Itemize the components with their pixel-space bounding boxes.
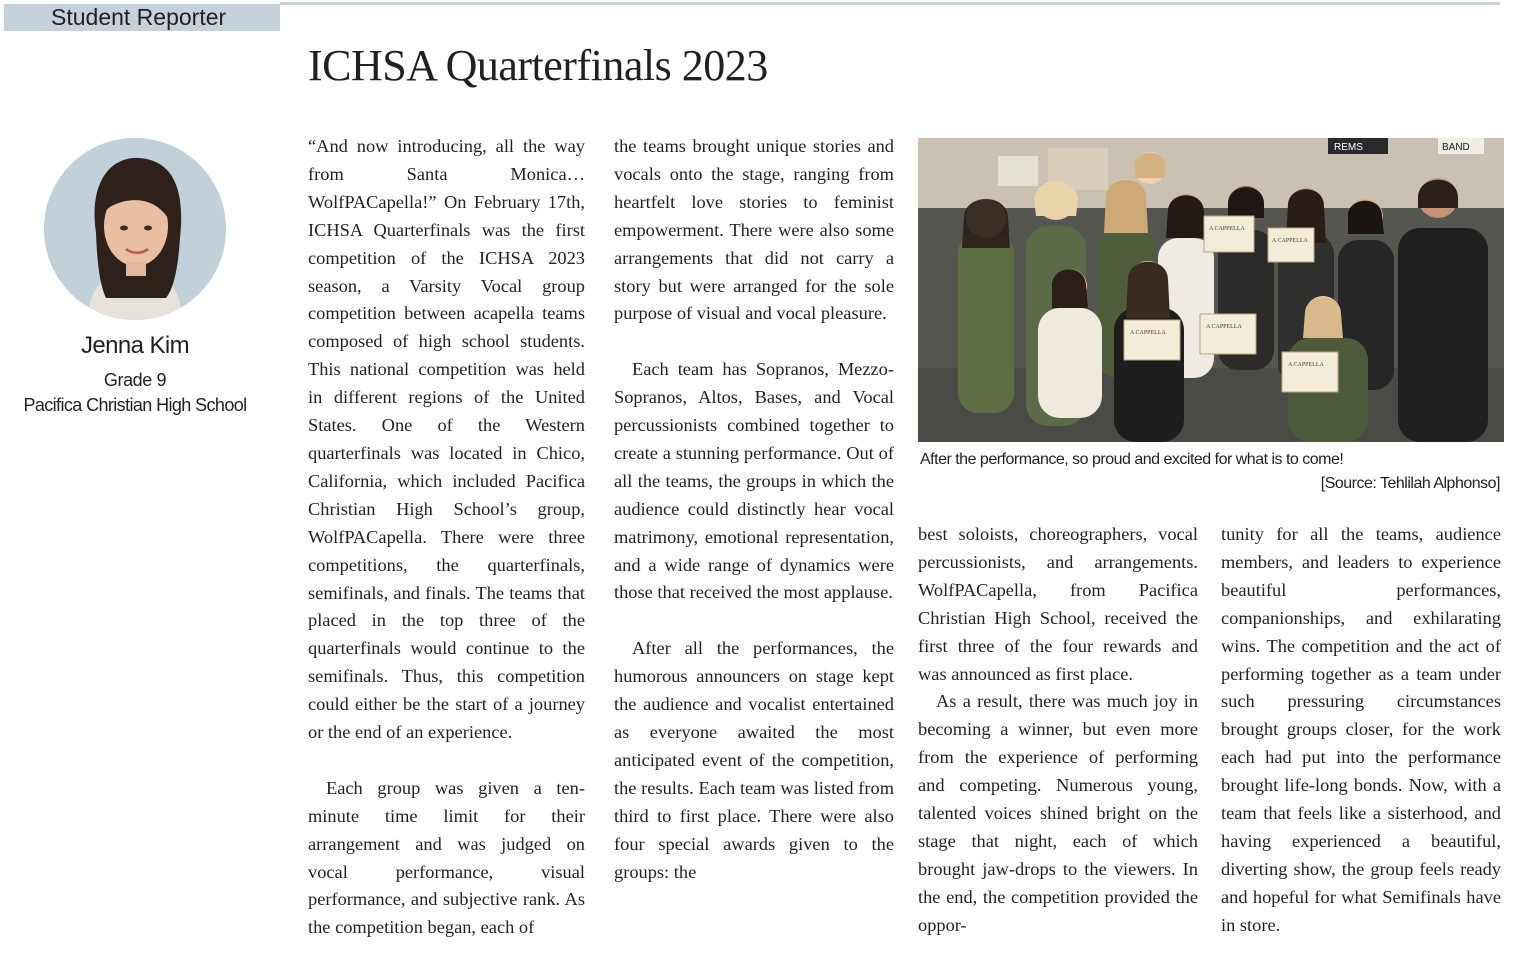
sign-right: BAND xyxy=(1442,142,1470,153)
svg-text:A CAPPELLA: A CAPPELLA xyxy=(1130,330,1166,336)
svg-text:A CAPPELLA: A CAPPELLA xyxy=(1209,226,1245,232)
paragraph: Each team has Sopranos, Mezzo-Sopranos, Altos, Bases, and Vocal percussionists combined together to create a stunning performance. Out of all the teams, the groups in which the audience could distinctly hear vocal matrimony, emotional representation, and a wide range of dynamics were those that received the most applause. xyxy=(614,359,894,603)
group-photo xyxy=(918,138,1504,442)
section-label: Student Reporter xyxy=(4,4,280,31)
article-column-3 xyxy=(918,521,1198,940)
author-grade: Grade 9 xyxy=(103,370,167,390)
photo-caption: After the performance, so proud and excited for what is to come! xyxy=(920,451,1344,468)
photo-source: [Source: Tehlilah Alphonso] xyxy=(1320,475,1500,492)
svg-text:A CAPPELLA: A CAPPELLA xyxy=(1272,238,1308,244)
group-photo-illustration xyxy=(918,138,1504,442)
top-rule xyxy=(280,2,1500,5)
svg-text:A CAPPELLA: A CAPPELLA xyxy=(1206,324,1242,330)
author-portrait xyxy=(44,138,226,320)
article-column-2 xyxy=(614,133,894,886)
author-name: Jenna Kim xyxy=(81,332,189,359)
article-column-1 xyxy=(308,133,585,942)
article-column-4 xyxy=(1221,521,1501,940)
paragraph: best soloists, choreographers, vocal percussionists, and arrangements. WolfPACapella, from Pacifica Christian High School, received the first three of the four rewards and was announced as first place. xyxy=(918,524,1198,684)
sign-left: REMS xyxy=(1334,142,1363,153)
paragraph: tunity for all the teams, audience members, and leaders to experience beautiful performances, companionships, and exhilarating wins. The competition and the act of performing together as a team under such pressuring circumstances brought groups closer, for the work each had put into the performance brought life-long bonds. Now, with a team that feels like a sisterhood, and having experienced a beautiful, diverting show, the group feels ready and hopeful for what Semifinals have in store. xyxy=(1221,524,1501,935)
author-avatar xyxy=(44,138,226,320)
paragraph: After all the performances, the humorous announcers on stage kept the audience and vocalist entertained as everyone awaited the most anticipated event of the competition, the results. Each team was listed from third to first place. There were also four special awards given to the groups: the xyxy=(614,638,894,882)
article-title: ICHSA Quarterfinals 2023 xyxy=(308,41,768,90)
paragraph: “And now introducing, all the way from Santa Monica… WolfPACapella!” On February 17th, ICHSA Quarterfinals was the first competition of the ICHSA 2023 season, a Varsity Vocal group competition between acapella teams composed of high school students. This national competition was held in different regions of the United States. One of the Western quarterfinals was located in Chico, California, which included Pacifica Christian High School’s group, WolfPACapella. There were three competitions, the quarterfinals, semifinals, and finals. The teams that placed in the top three of the quarterfinals would continue to the semifinals. Thus, this competition could either be the start of a journey or the end of an experience. xyxy=(308,136,585,743)
paragraph: Each group was given a ten-minute time limit for their arrangement and was judged on vocal performance, visual performance, and subjective rank. As the competition began, each of xyxy=(308,777,585,938)
paragraph: the teams brought unique stories and vocals onto the stage, ranging from heartfelt love stories to feminist empowerment. There were also some arrangements that did not carry a story but were arranged for the sole purpose of visual and vocal pleasure. xyxy=(614,136,894,324)
paragraph: As a result, there was much joy in becoming a winner, but even more from the experience of performing and competing. Numerous young, talented voices shined bright on the stage that night, each of which brought jaw-drops to the viewers. In the end, the competition provided the oppor- xyxy=(918,691,1198,935)
svg-text:A CAPPELLA: A CAPPELLA xyxy=(1288,362,1324,368)
author-school: Pacifica Christian High School xyxy=(23,395,247,415)
